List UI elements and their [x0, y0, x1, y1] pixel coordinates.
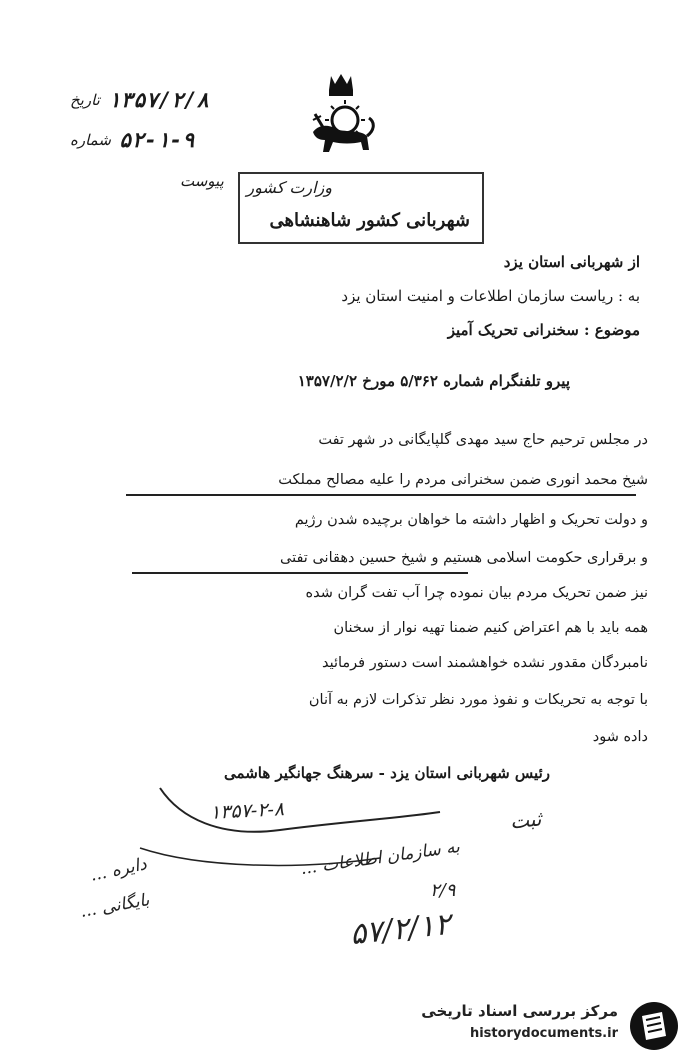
ministry-stamp [238, 172, 484, 244]
signature-line: رئیس شهربانی استان یزد - سرهنگ جهانگیر هاشمی [224, 764, 550, 782]
letter-reference: پیرو تلفنگرام شماره ۵/۳۶۲ مورخ ۱۳۵۷/۲/۲ [297, 372, 570, 390]
watermark-url: historydocuments.ir [469, 1026, 618, 1041]
handwritten-line-c: دایره ... [88, 854, 149, 886]
body-line-3: و دولت تحریک و اظهار داشته ما خواهان برچیده شدن رژیم [294, 512, 648, 528]
body-line-4: و برقراری حکومت اسلامی هستیم و شیخ حسین دهقانی تفتی [280, 550, 648, 566]
handwritten-date: ۱۳۵۷-۲-۸ [209, 798, 285, 824]
body-line-1: در مجلس ترحیم حاج سید مهدی گلپایگانی در شهر تفت [318, 432, 648, 448]
letter-subject: موضوع : سخنرانی تحریک آمیز [447, 321, 640, 339]
date-row [70, 80, 270, 120]
stamp-police-title: شهربانی کشور شاهنشاهی [269, 210, 470, 231]
watermark [410, 1000, 690, 1050]
handwritten-number: ۲/۹ [430, 880, 456, 901]
handwritten-bottom-date: ۵۷/۲/۱۲ [348, 906, 453, 953]
body-line-5: نیز ضمن تحریک مردم بیان نموده چرا آب تفت گران شده [305, 585, 648, 601]
body-underline-1 [126, 494, 636, 496]
body-underline-2 [132, 572, 468, 574]
handwritten-line-d: بایگانی ... [78, 890, 151, 922]
number-row [70, 120, 270, 160]
stamp-ministry: وزارت کشور [246, 178, 332, 197]
letter-to: به : ریاست سازمان اطلاعات و امنیت استان یزد [341, 287, 640, 305]
body-line-6: همه باید با هم اعتراض کنیم ضمنا تهیه نوار از سخنان [333, 620, 648, 636]
body-line-2: شیخ محمد انوری ضمن سخنرانی مردم را علیه مصالح مملکت [278, 472, 648, 488]
number-value: ۵۲-۱-۹ [118, 128, 195, 152]
handwritten-line-a: ثبت [508, 806, 543, 834]
date-label: تاریخ [70, 91, 100, 109]
watermark-name-fa: مرکز بررسی اسناد تاریخی [421, 1002, 618, 1020]
letter-from: از شهربانی استان یزد [503, 253, 640, 271]
date-value: ۱۳۵۷/۲/۸ [107, 88, 210, 112]
document-meta [70, 80, 270, 190]
body-line-9: داده شود [592, 729, 648, 745]
handwritten-line-b: به سازمان اطلاعات ... [299, 836, 462, 880]
body-line-7: نامبردگان مقدور نشده خواهشمند است دستور فرمائید [321, 655, 648, 671]
archive-logo-icon [628, 1000, 680, 1052]
body-line-8: با توجه به تحریکات و نفوذ مورد نظر تذکرات لازم به آنان [308, 692, 648, 708]
number-label: شماره [70, 131, 111, 149]
lion-and-sun-emblem [305, 70, 377, 160]
attachment-label: پیوست [180, 172, 224, 190]
